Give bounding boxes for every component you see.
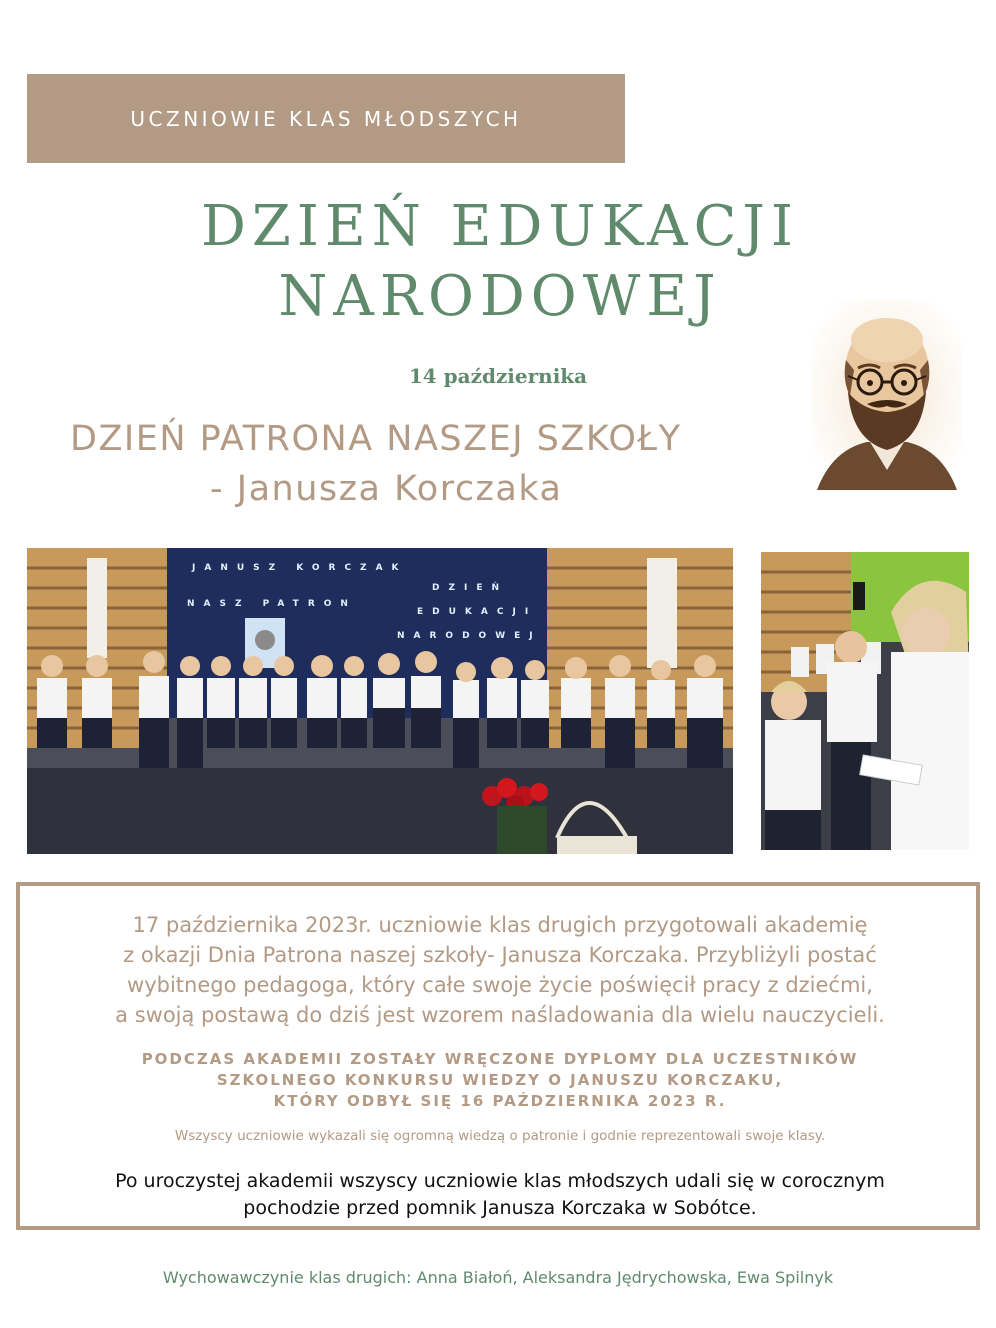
diploma-photo bbox=[761, 552, 969, 850]
stage-banner-line-4: EDUKACJI bbox=[417, 607, 538, 617]
description-line: z okazji Dnia Patrona naszej szkoły- Janusza Korczaka. Przybliżyli postać bbox=[123, 943, 877, 967]
procession-line: pochodzie przed pomnik Janusza Korczaka w Sobótce. bbox=[243, 1197, 757, 1219]
korczak-portrait bbox=[812, 300, 962, 490]
procession-note bbox=[40, 1168, 960, 1222]
announcement-line: KTÓRY ODBYŁ SIĘ 16 PAŹDZIERNIKA 2023 R. bbox=[273, 1092, 727, 1110]
event-description-box bbox=[16, 882, 980, 1230]
page-title bbox=[100, 192, 900, 332]
description-line: a swoją postawą do dziś jest wzorem naśladowania dla wielu nauczycieli. bbox=[115, 1003, 885, 1027]
announcement-line: PODCZAS AKADEMII ZOSTAŁY WRĘCZONE DYPLOMY DLA UCZESTNIKÓW bbox=[141, 1050, 859, 1068]
patron-line-1: DZIEŃ PATRONA NASZEJ SZKOŁY bbox=[70, 419, 682, 459]
knowledge-note: Wszyscy uczniowie wykazali się ogromną wiedzą o patronie i godnie reprezentowali swoje klasy. bbox=[174, 1128, 826, 1144]
teachers-credit: Wychowawczynie klas drugich: Anna Białoń, Aleksandra Jędrychowska, Ewa Spilnyk bbox=[162, 1268, 834, 1287]
description-line: wybitnego pedagoga, który całe swoje życie poświęcił pracy z dziećmi, bbox=[127, 973, 873, 997]
header-banner bbox=[27, 74, 625, 163]
stage-banner-line-1: JANUSZ KORCZAK bbox=[192, 563, 408, 573]
description-line: 17 października 2023r. uczniowie klas drugich przygotowali akademię bbox=[132, 913, 868, 937]
banner-label: UCZNIOWIE KLAS MŁODSZYCH bbox=[130, 106, 522, 131]
stage-banner-line-2: NASZ PATRON bbox=[187, 599, 357, 609]
diploma-announcement bbox=[40, 1049, 960, 1112]
title-line-1: DZIEŃ EDUKACJI bbox=[200, 194, 799, 259]
announcement-line: SZKOLNEGO KONKURSU WIEDZY O JANUSZU KORCZAKU, bbox=[216, 1071, 784, 1089]
group-photo bbox=[27, 548, 733, 854]
stage-banner-line-5: NARODOWEJ bbox=[397, 631, 542, 641]
patron-line-2: - Janusza Korczaka bbox=[210, 469, 563, 509]
description-paragraph bbox=[40, 910, 960, 1030]
title-line-2: NARODOWEJ bbox=[278, 264, 722, 329]
stage-banner-line-3: DZIEŃ bbox=[432, 583, 509, 593]
event-date: 14 października bbox=[408, 364, 588, 388]
procession-line: Po uroczystej akademii wszyscy uczniowie klas młodszych udali się w corocznym bbox=[115, 1170, 885, 1192]
patron-heading bbox=[70, 414, 770, 514]
